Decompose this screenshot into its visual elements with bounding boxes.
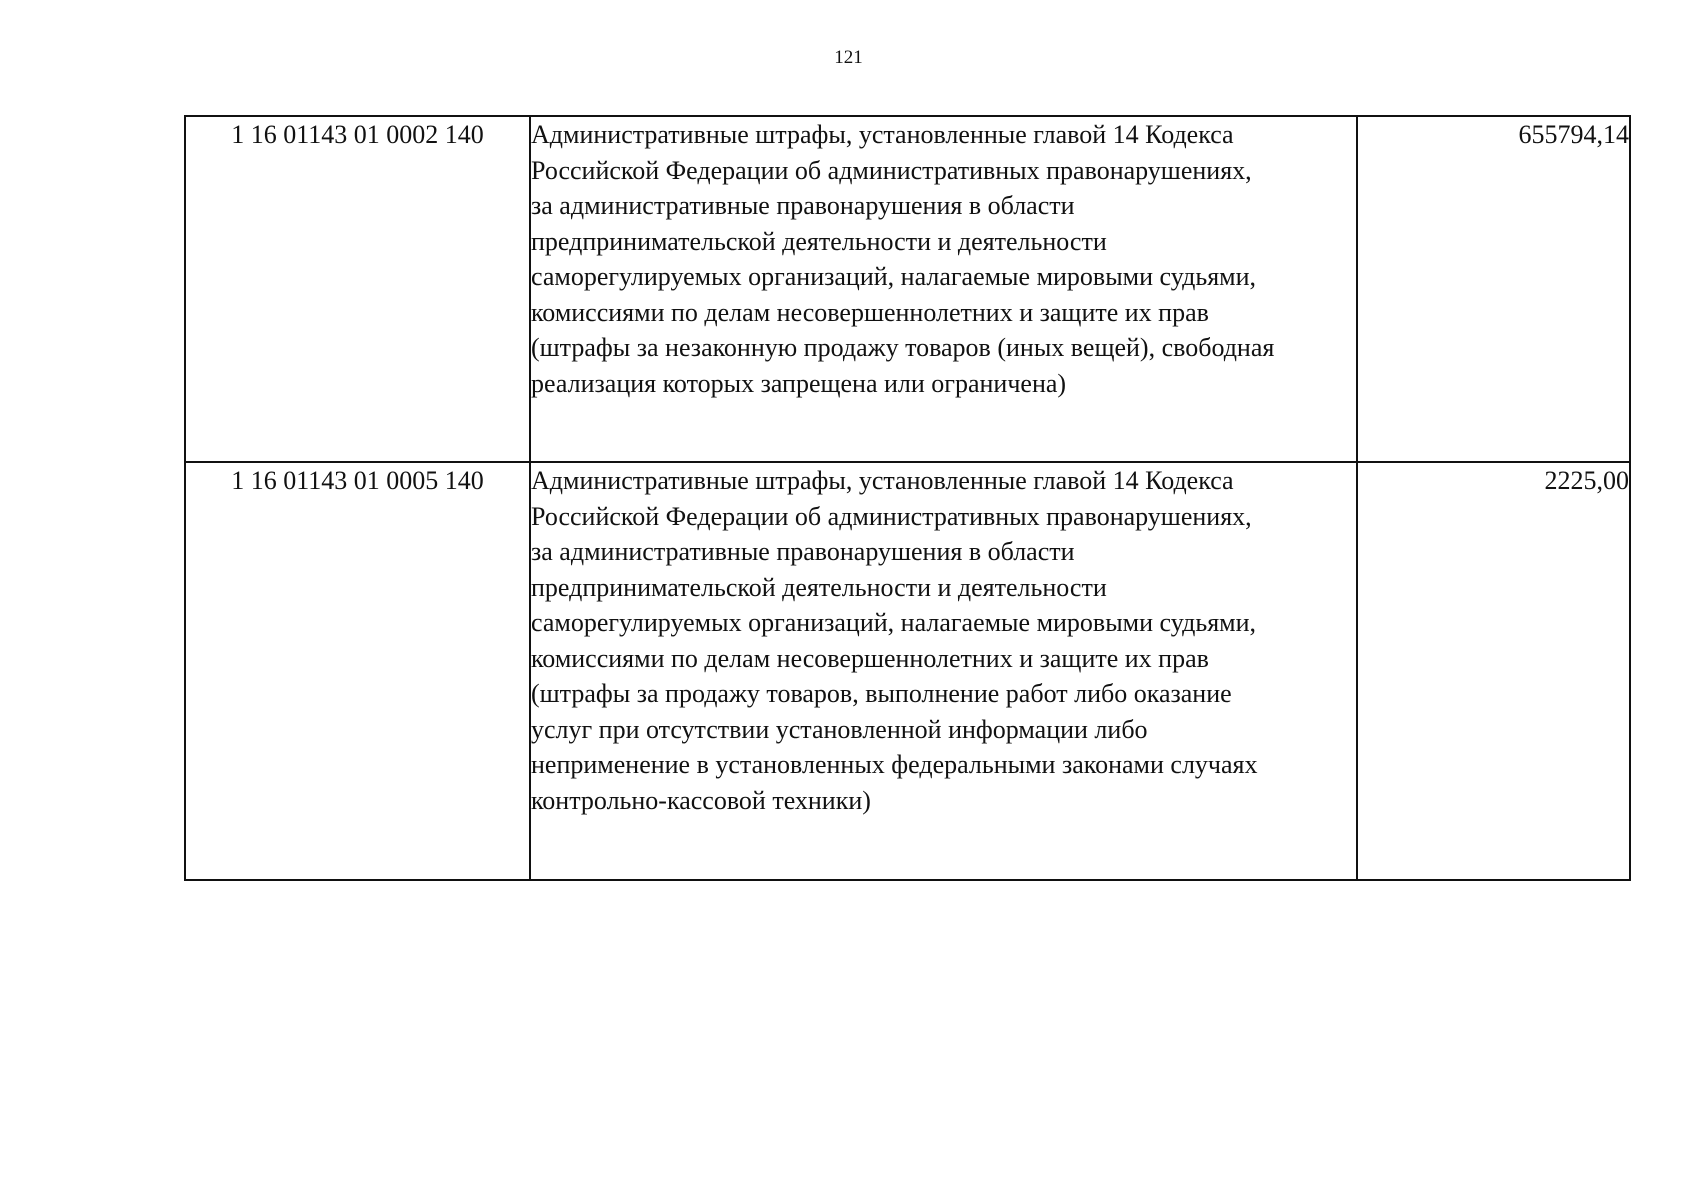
revenue-amount: 655794,14 xyxy=(1357,116,1630,462)
budget-classification-code: 1 16 01143 01 0002 140 xyxy=(185,116,530,462)
revenue-description: Административные штрафы, установленные главой 14 Кодекса Российской Федерации об административных правонарушениях, за административные правонарушения в области предпринимательской деятельности и деятельности саморегулируемых организаций, налагаемые мировыми судьями, комиссиями по делам несовершеннолетних и защите их прав (штрафы за продажу товаров, выполнение работ либо оказание услуг при отсутствии установленной информации либо неприменение в установленных федеральными законами случаях контрольно-кассовой техники) xyxy=(530,462,1357,880)
revenue-table xyxy=(184,115,1631,881)
table-row xyxy=(185,462,1630,880)
table-row xyxy=(185,116,1630,462)
budget-classification-code: 1 16 01143 01 0005 140 xyxy=(185,462,530,880)
revenue-description: Административные штрафы, установленные главой 14 Кодекса Российской Федерации об административных правонарушениях, за административные правонарушения в области предпринимательской деятельности и деятельности саморегулируемых организаций, налагаемые мировыми судьями, комиссиями по делам несовершеннолетних и защите их прав (штрафы за незаконную продажу товаров (иных вещей), свободная реализация которых запрещена или ограничена) xyxy=(530,116,1357,462)
revenue-amount: 2225,00 xyxy=(1357,462,1630,880)
page-number: 121 xyxy=(834,47,863,68)
